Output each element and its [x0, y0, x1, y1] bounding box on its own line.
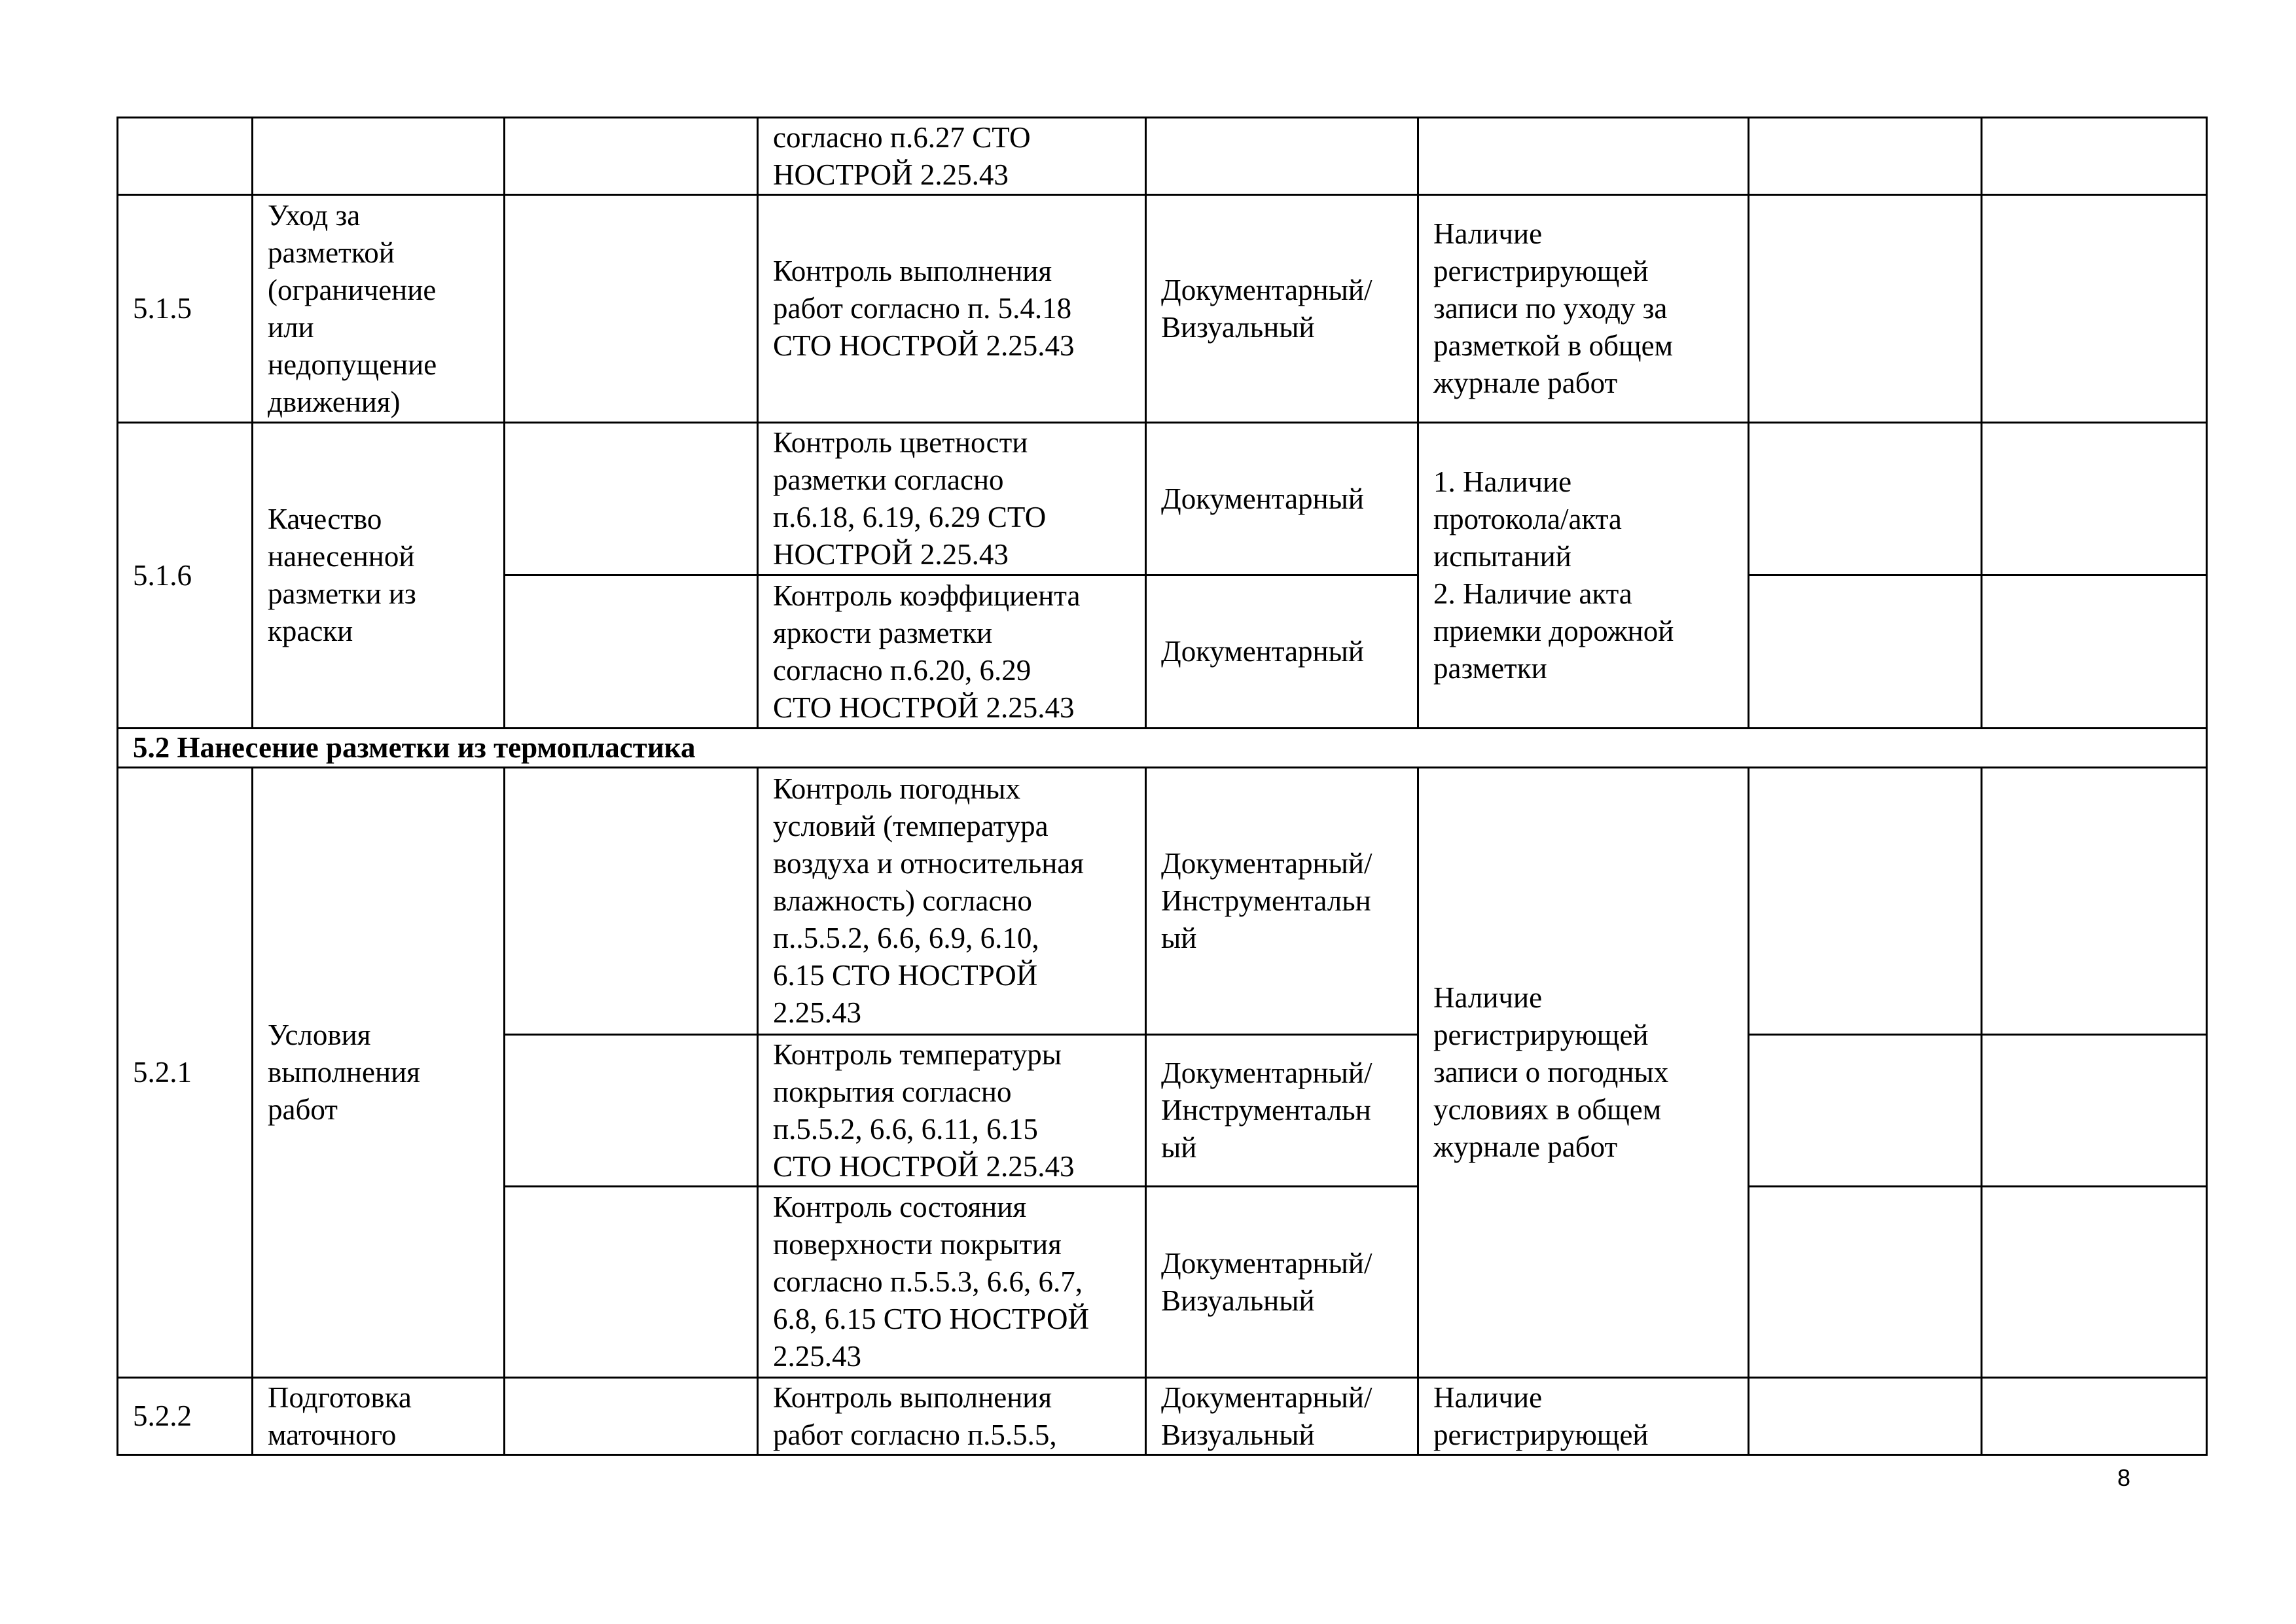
text-line: записи по уходу за	[1433, 292, 1668, 325]
text-line: испытаний	[1433, 540, 1571, 573]
text-line: ый	[1161, 922, 1197, 954]
text-line: СТО НОСТРОЙ 2.25.43	[773, 691, 1075, 724]
cell-method	[1146, 195, 1418, 423]
text-line: разметкой в общем	[1433, 329, 1674, 362]
cell-blank	[505, 118, 758, 195]
cell-method	[1146, 1187, 1418, 1378]
text-line: п..5.5.2, 6.6, 6.9, 6.10,	[773, 922, 1039, 954]
cell-result	[1418, 423, 1749, 729]
text-line: Инструментальн	[1161, 884, 1371, 917]
text-line: Визуальный	[1161, 1284, 1315, 1317]
cell-number: 5.2.2	[118, 1378, 253, 1455]
table-row-5-2-2	[118, 1378, 2207, 1455]
text-line: Качество	[268, 503, 382, 535]
text-line: протокола/акта	[1433, 503, 1622, 535]
text-line: работ согласно п.5.5.5,	[773, 1418, 1057, 1451]
cell-method: Документарный	[1146, 423, 1418, 575]
cell-control	[758, 1035, 1146, 1187]
text-line: разметки	[1433, 652, 1547, 685]
section-title: 5.2 Нанесение разметки из термопластика	[118, 729, 2207, 768]
text-line: краски	[268, 615, 353, 647]
text-line: Подготовка	[268, 1380, 412, 1414]
text-line: яркости разметки	[773, 616, 993, 649]
cell-blank	[505, 1378, 758, 1455]
text-line: Визуальный	[1161, 310, 1315, 344]
section-row-5-2	[118, 729, 2207, 768]
text-line: записи о погодных	[1433, 1056, 1669, 1089]
text-line: работ согласно п. 5.4.18	[773, 292, 1072, 325]
text-line: Контроль цветности	[773, 426, 1028, 459]
text-line: Контроль состояния	[773, 1191, 1027, 1223]
cell-extra-2	[1982, 423, 2207, 575]
cell-extra-2	[1982, 768, 2207, 1035]
cell-result	[1418, 768, 1749, 1378]
table-row-5-1-5	[118, 195, 2207, 423]
cell-extra-1	[1749, 195, 1982, 423]
text-line: условий (температура	[773, 810, 1049, 842]
text-line: Документарный/	[1161, 1246, 1372, 1280]
cell-control	[758, 118, 1146, 195]
text-line: работ	[268, 1093, 338, 1126]
cell-extra-2	[1982, 575, 2207, 729]
text-line: разметки согласно	[773, 463, 1004, 496]
cell-extra-2	[1982, 195, 2207, 423]
text-line: приемки дорожной	[1433, 615, 1674, 647]
cell-method: Документарный	[1146, 575, 1418, 729]
cell-stage	[253, 118, 505, 195]
text-line: Наличие	[1433, 1380, 1543, 1414]
text-line: нанесенной	[268, 540, 415, 573]
text-line: Уход за	[268, 198, 361, 232]
control-table	[117, 117, 2208, 1456]
text-line: Наличие	[1433, 981, 1543, 1014]
text-line: журнале работ	[1433, 367, 1618, 399]
cell-control	[758, 195, 1146, 423]
cell-extra-2	[1982, 1035, 2207, 1187]
cell-extra-1	[1749, 118, 1982, 195]
cell-blank	[505, 768, 758, 1035]
cell-result	[1418, 118, 1749, 195]
cell-extra-2	[1982, 118, 2207, 195]
table-row-continued	[118, 118, 2207, 195]
text-line: Условия	[268, 1019, 371, 1051]
text-line: Документарный/	[1161, 1056, 1372, 1089]
cell-blank	[505, 195, 758, 423]
text-line: 6.8, 6.15 СТО НОСТРОЙ	[773, 1303, 1090, 1335]
text-line: Документарный/	[1161, 273, 1372, 306]
text-line: разметкой	[268, 236, 395, 269]
text-line: условиях в общем	[1433, 1093, 1662, 1126]
text-line: Контроль температуры	[773, 1038, 1062, 1071]
text-line: п.6.18, 6.19, 6.29 СТО	[773, 501, 1047, 533]
text-line: НОСТРОЙ 2.25.43	[773, 158, 1009, 191]
page-number: 8	[2117, 1464, 2131, 1491]
text-line: разметки из	[268, 577, 416, 610]
cell-extra-2	[1982, 1378, 2207, 1455]
text-line: недопущение	[268, 348, 437, 381]
cell-method	[1146, 1378, 1418, 1455]
text-line: НОСТРОЙ 2.25.43	[773, 538, 1009, 571]
text-line: регистрирующей	[1433, 255, 1649, 287]
cell-blank	[505, 575, 758, 729]
text-line: воздуха и относительная	[773, 847, 1084, 880]
table-row-5-2-1	[118, 768, 2207, 1035]
text-line: п.5.5.2, 6.6, 6.11, 6.15	[773, 1112, 1038, 1146]
cell-method	[1146, 118, 1418, 195]
text-line: Визуальный	[1161, 1418, 1315, 1451]
text-line: Наличие	[1433, 217, 1543, 250]
text-line: согласно п.6.27 СТО	[773, 120, 1031, 154]
text-line: 6.15 СТО НОСТРОЙ	[773, 959, 1038, 992]
cell-result	[1418, 195, 1749, 423]
text-line: Контроль коэффициента	[773, 579, 1081, 612]
cell-number: 5.2.1	[118, 768, 253, 1378]
text-line: Инструментальн	[1161, 1094, 1371, 1127]
cell-extra-1	[1749, 1187, 1982, 1378]
cell-method	[1146, 768, 1418, 1035]
cell-stage	[253, 1378, 505, 1455]
text-line: 2. Наличие акта	[1433, 577, 1632, 610]
cell-control	[758, 1378, 1146, 1455]
cell-control	[758, 423, 1146, 575]
text-line: движения)	[268, 385, 401, 418]
text-line: Контроль выполнения	[773, 255, 1052, 287]
text-line: журнале работ	[1433, 1130, 1618, 1163]
cell-extra-2	[1982, 1187, 2207, 1378]
text-line: поверхности покрытия	[773, 1228, 1062, 1261]
text-line: или	[268, 310, 314, 344]
cell-extra-1	[1749, 768, 1982, 1035]
cell-number: 5.1.5	[118, 195, 253, 423]
text-line: Контроль выполнения	[773, 1380, 1052, 1414]
text-line: Документарный/	[1161, 847, 1372, 880]
text-line: согласно п.6.20, 6.29	[773, 653, 1031, 687]
cell-control	[758, 575, 1146, 729]
cell-number	[118, 118, 253, 195]
table-row-5-1-6	[118, 423, 2207, 575]
cell-stage	[253, 423, 505, 729]
cell-extra-1	[1749, 575, 1982, 729]
cell-stage	[253, 768, 505, 1378]
text-line: 2.25.43	[773, 996, 861, 1029]
cell-blank	[505, 1187, 758, 1378]
cell-method	[1146, 1035, 1418, 1187]
text-line: Документарный/	[1161, 1380, 1372, 1414]
text-line: СТО НОСТРОЙ 2.25.43	[773, 1149, 1075, 1183]
text-line: (ограничение	[268, 273, 437, 306]
text-line: 1. Наличие	[1433, 465, 1572, 498]
text-line: 2.25.43	[773, 1340, 861, 1373]
text-line: Контроль погодных	[773, 772, 1021, 805]
cell-control	[758, 1187, 1146, 1378]
cell-blank	[505, 1035, 758, 1187]
cell-extra-1	[1749, 423, 1982, 575]
cell-extra-1	[1749, 1035, 1982, 1187]
text-line: маточного	[268, 1418, 397, 1451]
cell-extra-1	[1749, 1378, 1982, 1455]
text-line: ый	[1161, 1131, 1197, 1164]
cell-number: 5.1.6	[118, 423, 253, 729]
text-line: регистрирующей	[1433, 1418, 1649, 1451]
text-line: покрытия согласно	[773, 1075, 1012, 1108]
cell-stage	[253, 195, 505, 423]
text-line: выполнения	[268, 1056, 420, 1089]
text-line: согласно п.5.5.3, 6.6, 6.7,	[773, 1265, 1083, 1298]
text-line: влажность) согласно	[773, 884, 1032, 917]
cell-blank	[505, 423, 758, 575]
cell-control	[758, 768, 1146, 1035]
text-line: регистрирующей	[1433, 1019, 1649, 1051]
cell-result	[1418, 1378, 1749, 1455]
text-line: СТО НОСТРОЙ 2.25.43	[773, 329, 1075, 362]
